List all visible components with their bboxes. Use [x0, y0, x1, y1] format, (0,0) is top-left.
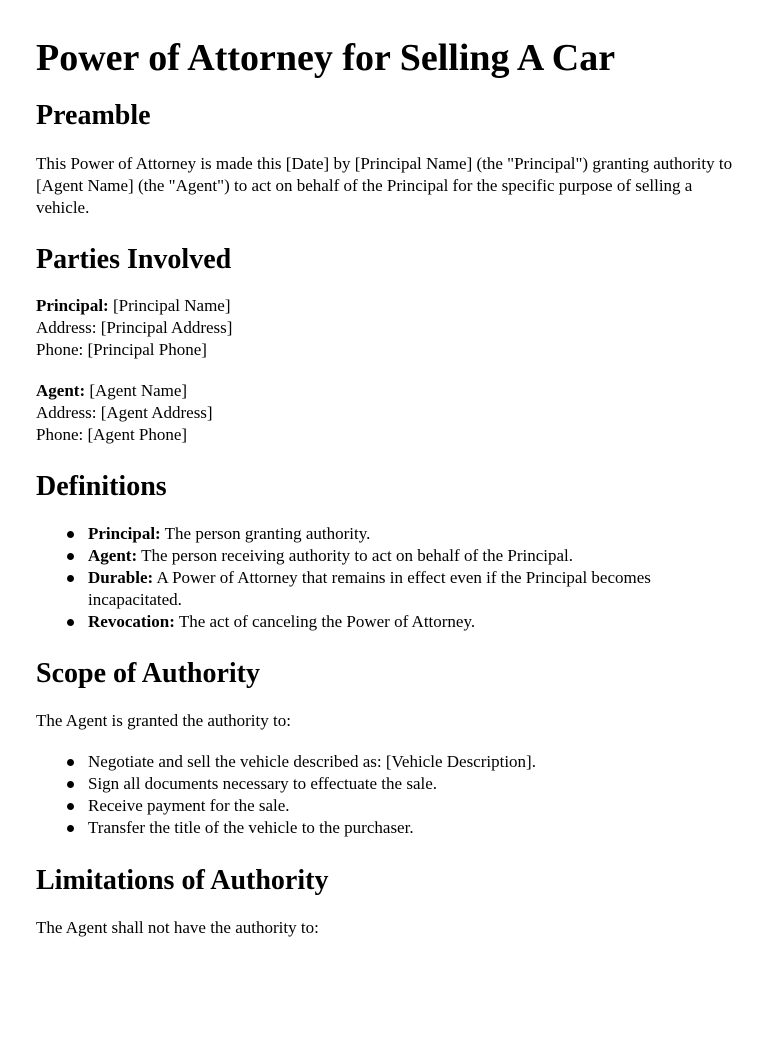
scope-item-text: Receive payment for the sale.: [88, 796, 290, 815]
agent-block: [36, 380, 734, 446]
definition-text: The person receiving authority to act on behalf of the Principal.: [141, 546, 574, 565]
agent-phone: Phone: [Agent Phone]: [36, 425, 188, 444]
scope-heading: Scope of Authority: [36, 658, 260, 689]
bullet-icon: [67, 619, 74, 626]
scope-item: [88, 773, 734, 795]
limitations-intro: The Agent shall not have the authority to:: [36, 918, 319, 937]
preamble-heading: Preamble: [36, 100, 151, 131]
principal-phone: Phone: [Principal Phone]: [36, 340, 207, 359]
definition-item: [88, 611, 734, 633]
principal-label: Principal:: [36, 296, 109, 315]
definition-text: The act of canceling the Power of Attorney.: [178, 612, 476, 631]
agent-name: [Agent Name]: [89, 381, 188, 400]
scope-item: [88, 795, 734, 817]
definition-text: The person granting authority.: [164, 524, 371, 543]
bullet-icon: [67, 825, 74, 832]
bullet-icon: [67, 803, 74, 810]
definitions-list: [36, 523, 734, 633]
definition-term: Durable:: [88, 568, 154, 587]
bullet-icon: [67, 553, 74, 560]
principal-name: [Principal Name]: [112, 296, 231, 315]
scope-intro: The Agent is granted the authority to:: [36, 711, 291, 730]
limitations-heading: Limitations of Authority: [36, 865, 329, 896]
scope-item: [88, 751, 734, 773]
definition-term: Revocation:: [88, 612, 175, 631]
agent-name-line: [36, 380, 734, 402]
bullet-icon: [67, 531, 74, 538]
definition-term: Principal:: [88, 524, 161, 543]
principal-block: [36, 295, 734, 361]
document-title: Power of Attorney for Selling A Car: [36, 37, 616, 79]
definition-term: Agent:: [88, 546, 138, 565]
scope-item-text: Negotiate and sell the vehicle described as: [Vehicle Description].: [88, 752, 536, 771]
bullet-icon: [67, 781, 74, 788]
parties-heading: Parties Involved: [36, 244, 232, 275]
agent-address: Address: [Agent Address]: [36, 403, 213, 422]
definition-item: [88, 567, 734, 611]
agent-label: Agent:: [36, 381, 86, 400]
definition-item: [88, 545, 734, 567]
preamble-text: This Power of Attorney is made this [Date] by [Principal Name] (the "Principal") granting authority to [Agent Name] (the "Agent") to act on behalf of the Principal for the specific purpose of selling a vehicle.: [36, 154, 733, 217]
bullet-icon: [67, 575, 74, 582]
definitions-heading: Definitions: [36, 471, 167, 502]
bullet-icon: [67, 759, 74, 766]
principal-name-line: [36, 295, 734, 317]
principal-address: Address: [Principal Address]: [36, 318, 233, 337]
definition-item: [88, 523, 734, 545]
document-page: [0, 36, 770, 939]
scope-list: [36, 751, 734, 839]
definition-text: A Power of Attorney that remains in effect even if the Principal becomes incapacitated.: [88, 568, 651, 609]
scope-item-text: Sign all documents necessary to effectuate the sale.: [88, 774, 438, 793]
scope-item-text: Transfer the title of the vehicle to the purchaser.: [88, 818, 414, 837]
scope-item: [88, 817, 734, 839]
